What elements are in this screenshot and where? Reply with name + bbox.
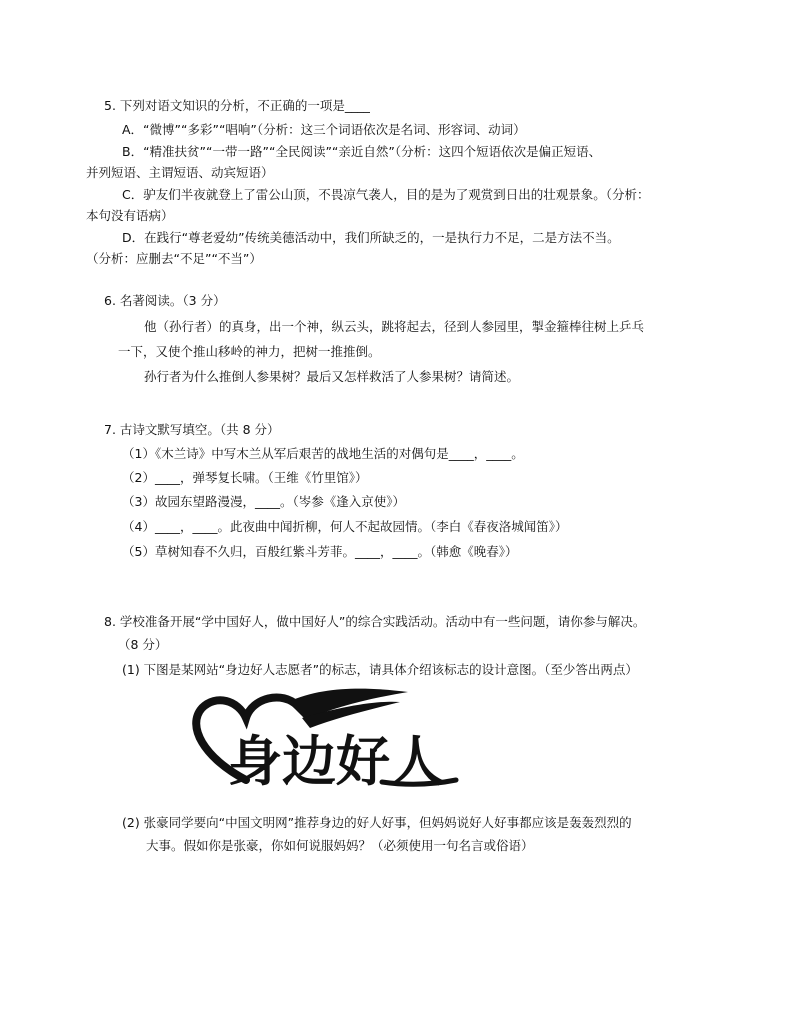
q8-stem-line2: （8 分） xyxy=(118,637,168,652)
q5-option-c-line2: 本句没有语病） xyxy=(86,208,174,223)
good-person-logo xyxy=(186,688,460,796)
q6-passage-line2: 一下，又使个推山移岭的神力，把树一推推倒。 xyxy=(118,344,381,359)
q8-sub2-line1: (2) 张豪同学要向“中国文明网”推荐身边的好人好事，但妈妈说好人好事都应该是轰轰烈烈的 xyxy=(122,815,632,830)
q5-stem: 5. 下列对语文知识的分析，不正确的一项是____ xyxy=(104,98,370,113)
q7-item-2: （2）____，弹琴复长啸。（王维《竹里馆》） xyxy=(122,470,368,485)
q5-option-c-line1: C．驴友们半夜就登上了雷公山顶，不畏凉气袭人，目的是为了观赏到日出的壮观景象。（分析： xyxy=(122,187,650,202)
q5-option-d-line1: D．在践行“尊老爱幼”传统美德活动中，我们所缺乏的，一是执行力不足，二是方法不当。 xyxy=(122,230,620,245)
q7-stem: 7. 古诗文默写填空。（共 8 分） xyxy=(104,422,280,437)
q6-stem: 6. 名著阅读。（3 分） xyxy=(104,293,226,308)
q7-item-5: （5）草树知春不久归，百般红紫斗芳菲。____，____。（韩愈《晚春》） xyxy=(122,544,518,559)
q5-option-b-line1: B．“精准扶贫”“一带一路”“全民阅读”“亲近自然”（分析：这四个短语依次是偏正短语、 xyxy=(122,144,602,159)
q7-item-3: （3）故园东望路漫漫，____。（岑参《逢入京使》） xyxy=(122,494,405,509)
q7-item-1: （1）《木兰诗》中写木兰从军后艰苦的战地生活的对偶句是____，____。 xyxy=(122,446,524,461)
q8-sub2-line2: 大事。假如你是张豪，你如何说服妈妈？（必须使用一句名言或俗语） xyxy=(146,838,534,853)
q7-item-4: （4）____，____。此夜曲中闻折柳，何人不起故园情。（李白《春夜洛城闻笛》） xyxy=(122,519,568,534)
q5-option-a: A．“微博”“多彩”“唱响”（分析：这三个词语依次是名词、形容词、动词） xyxy=(122,122,526,137)
q6-question: 孙行者为什么推倒人参果树？最后又怎样救活了人参果树？请简述。 xyxy=(144,369,520,384)
q5-option-d-line2: （分析：应删去“不足”“不当”） xyxy=(86,251,262,266)
q6-passage-line1: 他（孙行者）的真身，出一个神，纵云头，跳将起去，径到人参园里，掣金箍棒往树上乒乓 xyxy=(144,319,645,334)
q8-stem-line1: 8. 学校准备开展“学中国好人，做中国好人”的综合实践活动。活动中有一些问题，请你参与解决。 xyxy=(104,614,646,629)
logo-text: 身边好人 xyxy=(228,730,444,793)
q8-sub1: (1) 下图是某网站“身边好人志愿者”的标志，请具体介绍该标志的设计意图。（至少答出两点） xyxy=(122,662,638,677)
q5-option-b-line2: 并列短语、主谓短语、动宾短语） xyxy=(86,165,274,180)
